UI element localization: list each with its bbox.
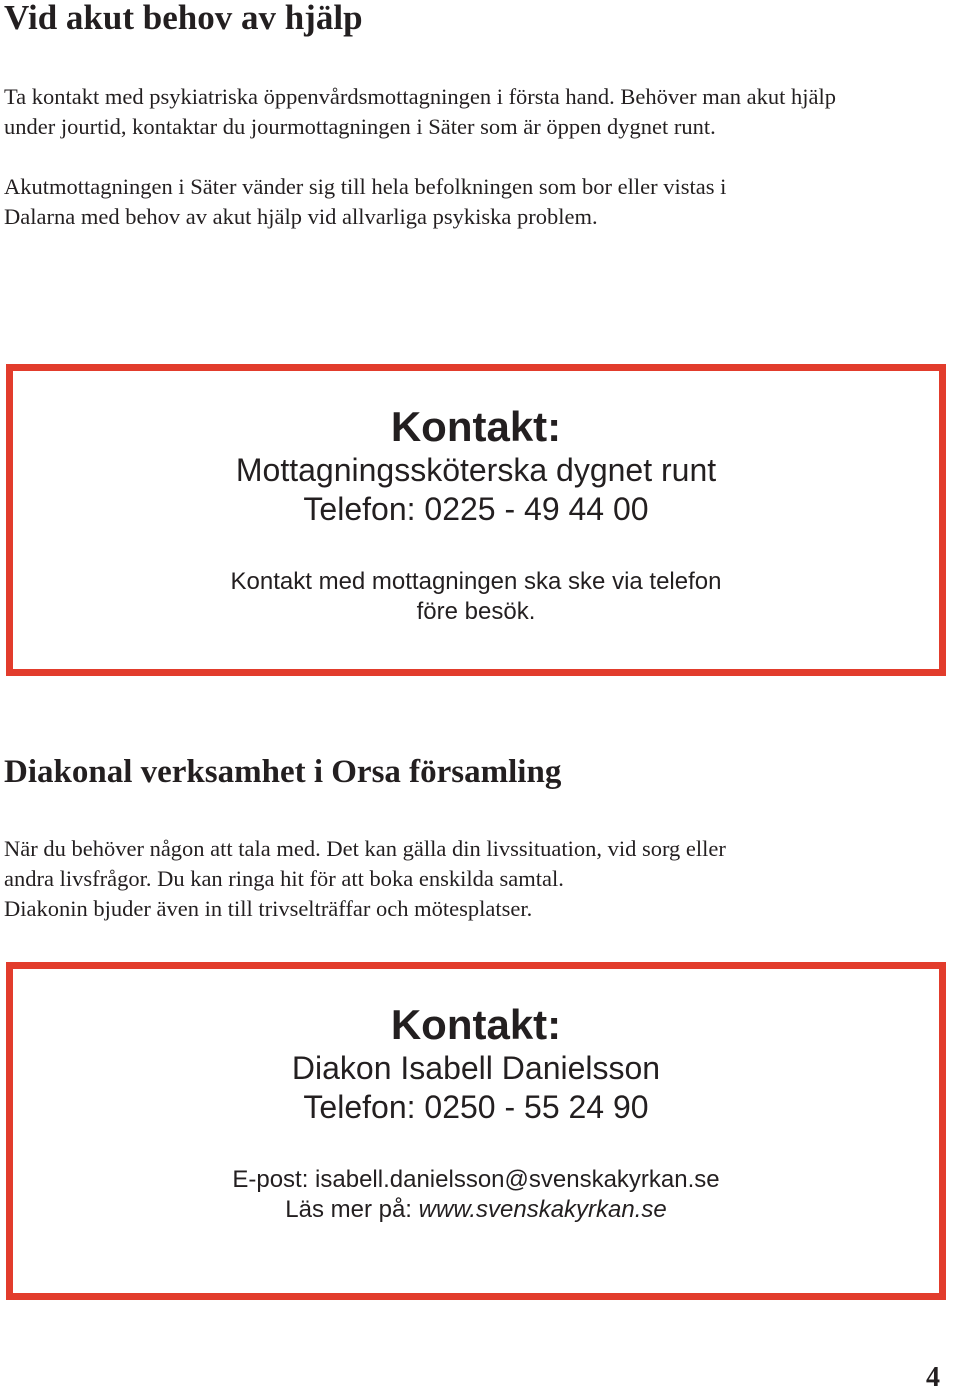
contact-title: Kontakt: — [390, 1001, 562, 1048]
page-number: 4 — [926, 1362, 940, 1393]
contact-note-line-1: Kontakt med mottagningen ska ske via telefon — [230, 568, 722, 595]
intro-paragraph — [4, 82, 954, 142]
acute-line-1: Akutmottagningen i Säter vänder sig till hela befolkningen som bor eller vistas i — [4, 174, 727, 199]
page-title: Vid akut behov av hjälp — [4, 0, 363, 37]
acute-paragraph — [4, 172, 954, 232]
contact-role: Mottagningssköterska dygnet runt — [235, 452, 717, 488]
contact-box-psychiatry — [6, 364, 946, 676]
contact-phone: Telefon: 0250 - 55 24 90 — [303, 1089, 649, 1125]
diakonal-paragraph — [4, 834, 954, 924]
contact-box-diakon — [6, 962, 946, 1300]
contact-name: Diakon Isabell Danielsson — [291, 1050, 661, 1086]
diakonal-line-1: När du behöver någon att tala med. Det kan gälla din livssituation, vid sorg eller — [4, 836, 726, 861]
diakonal-line-3: Diakonin bjuder även in till trivselträffar och mötesplatser. — [4, 896, 533, 921]
email-link[interactable]: E-post: isabell.danielsson@svenskakyrkan.se — [232, 1166, 720, 1193]
readmore-label: Läs mer på: — [285, 1196, 419, 1223]
contact-title: Kontakt: — [390, 403, 562, 450]
contact-phone: Telefon: 0225 - 49 44 00 — [303, 491, 649, 527]
acute-line-2: Dalarna med behov av akut hjälp vid allvarliga psykiska problem. — [4, 204, 598, 229]
section-heading-diakonal: Diakonal verksamhet i Orsa församling — [4, 754, 562, 790]
website-link[interactable]: www.svenskakyrkan.se — [418, 1196, 667, 1223]
contact-note-line-2: före besök. — [416, 598, 536, 625]
intro-line-1: Ta kontakt med psykiatriska öppenvårdsmottagningen i första hand. Behöver man akut hjälp — [4, 84, 836, 109]
contact-readmore — [13, 1195, 939, 1225]
diakonal-line-2: andra livsfrågor. Du kan ringa hit för att boka enskilda samtal. — [4, 866, 564, 891]
intro-line-2: under jourtid, kontaktar du jourmottagningen i Säter som är öppen dygnet runt. — [4, 114, 716, 139]
contact-email — [13, 1165, 939, 1195]
